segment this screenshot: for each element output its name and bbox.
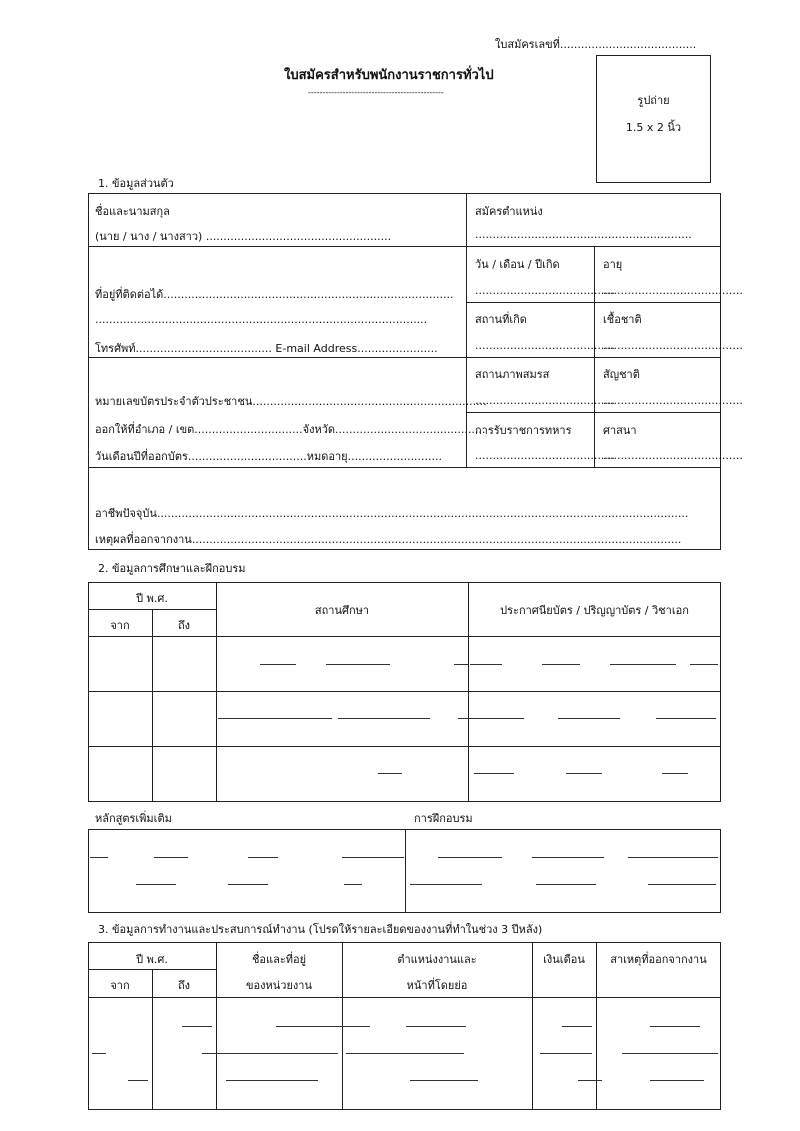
dob-label: วัน / เดือน / ปีเกิด [475, 258, 560, 271]
work-salary-header: เงินเดือน [543, 953, 585, 966]
address-field-2[interactable]: ............................................................................................... [95, 313, 428, 326]
title-underline: ----------------------------------------------- [308, 88, 444, 97]
work-to-header: ถึง [177, 979, 191, 992]
religion-field[interactable]: ........................................ [603, 449, 743, 462]
section-1-heading: 1. ข้อมูลส่วนตัว [98, 177, 174, 190]
section-2-heading: 2. ข้อมูลการศึกษาและฝึกอบรม [98, 562, 246, 575]
dob-field[interactable]: ........................................ [475, 284, 615, 297]
name-field[interactable]: (นาย / นาง / นางสาว) ..................................................... [95, 230, 392, 243]
birthplace-label: สถานที่เกิด [475, 313, 527, 326]
work-reason-header: สาเหตุที่ออกจากงาน [610, 953, 707, 966]
military-field[interactable]: ........................................ [475, 449, 615, 462]
age-label: อายุ [603, 258, 623, 271]
edu-year-header: ปี พ.ศ. [136, 592, 168, 605]
race-field[interactable]: ........................................ [603, 339, 743, 352]
position-label: สมัครตำแหน่ง [475, 205, 543, 218]
page-title: ใบสมัครสำหรับพนักงานราชการทั่วไป [284, 68, 494, 83]
phone-email-field[interactable]: โทรศัพท์....................................... E-mail Address....................... [95, 342, 438, 355]
marital-label: สถานภาพสมรส [475, 368, 550, 381]
work-job-header-1: ตำแหน่งงานและ [397, 953, 477, 966]
issued-at-field[interactable]: ออกให้ที่อำเภอ / เขต...............................จังหวัด........................................... [95, 423, 486, 436]
work-org-header-2: ของหน่วยงาน [246, 979, 312, 992]
edu-from-header: จาก [110, 619, 130, 632]
race-label: เชื้อชาติ [603, 313, 642, 326]
occupation-field[interactable]: อาชีพปัจจุบัน........................................................................................................................................................ [95, 507, 689, 520]
application-number: ใบสมัครเลขที่....................................... [495, 38, 697, 51]
work-org-header-1: ชื่อและที่อยู่ [251, 953, 307, 966]
edu-school-header: สถานศึกษา [314, 604, 370, 617]
birthplace-field[interactable]: ........................................ [475, 339, 615, 352]
nationality-field[interactable]: ........................................ [603, 394, 743, 407]
training-label: การฝึกอบรม [414, 812, 473, 825]
extra-course-label: หลักสูตรเพิ่มเติม [95, 812, 172, 825]
position-field[interactable]: .............................................................. [475, 228, 692, 241]
leave-reason-field[interactable]: เหตุผลที่ออกจากงาน............................................................................................................................................ [95, 533, 682, 546]
edu-to-header: ถึง [177, 619, 191, 632]
edu-degree-header: ประกาศนียบัตร / ปริญญาบัตร / วิชาเอก [500, 604, 689, 617]
work-from-header: จาก [110, 979, 130, 992]
photo-size: 1.5 x 2 นิ้ว [625, 121, 682, 134]
work-year-header: ปี พ.ศ. [136, 953, 168, 966]
marital-field[interactable]: ........................................ [475, 394, 615, 407]
address-field[interactable]: ที่อยู่ที่ติดต่อได้................................................................................... [95, 288, 454, 301]
age-field[interactable]: ........................................ [603, 284, 743, 297]
issued-date-field[interactable]: วันเดือนปีที่ออกบัตร..................................หมดอายุ........................... [95, 450, 443, 463]
photo-box [596, 55, 711, 183]
religion-label: ศาสนา [603, 424, 637, 437]
photo-label: รูปถ่าย [637, 94, 670, 107]
name-label: ชื่อและนามสกุล [95, 205, 170, 218]
nationality-label: สัญชาติ [603, 368, 640, 381]
idcard-field[interactable]: หมายเลขบัตรประจำตัวประชาชน................................................................... [95, 395, 487, 408]
work-job-header-2: หน้าที่โดยย่อ [406, 979, 468, 992]
section-3-heading: 3. ข้อมูลการทำงานและประสบการณ์ทำงาน (โปรดให้รายละเอียดของงานที่ทำในช่วง 3 ปีหลัง) [98, 923, 543, 936]
military-label: การรับราชการทหาร [475, 424, 572, 437]
